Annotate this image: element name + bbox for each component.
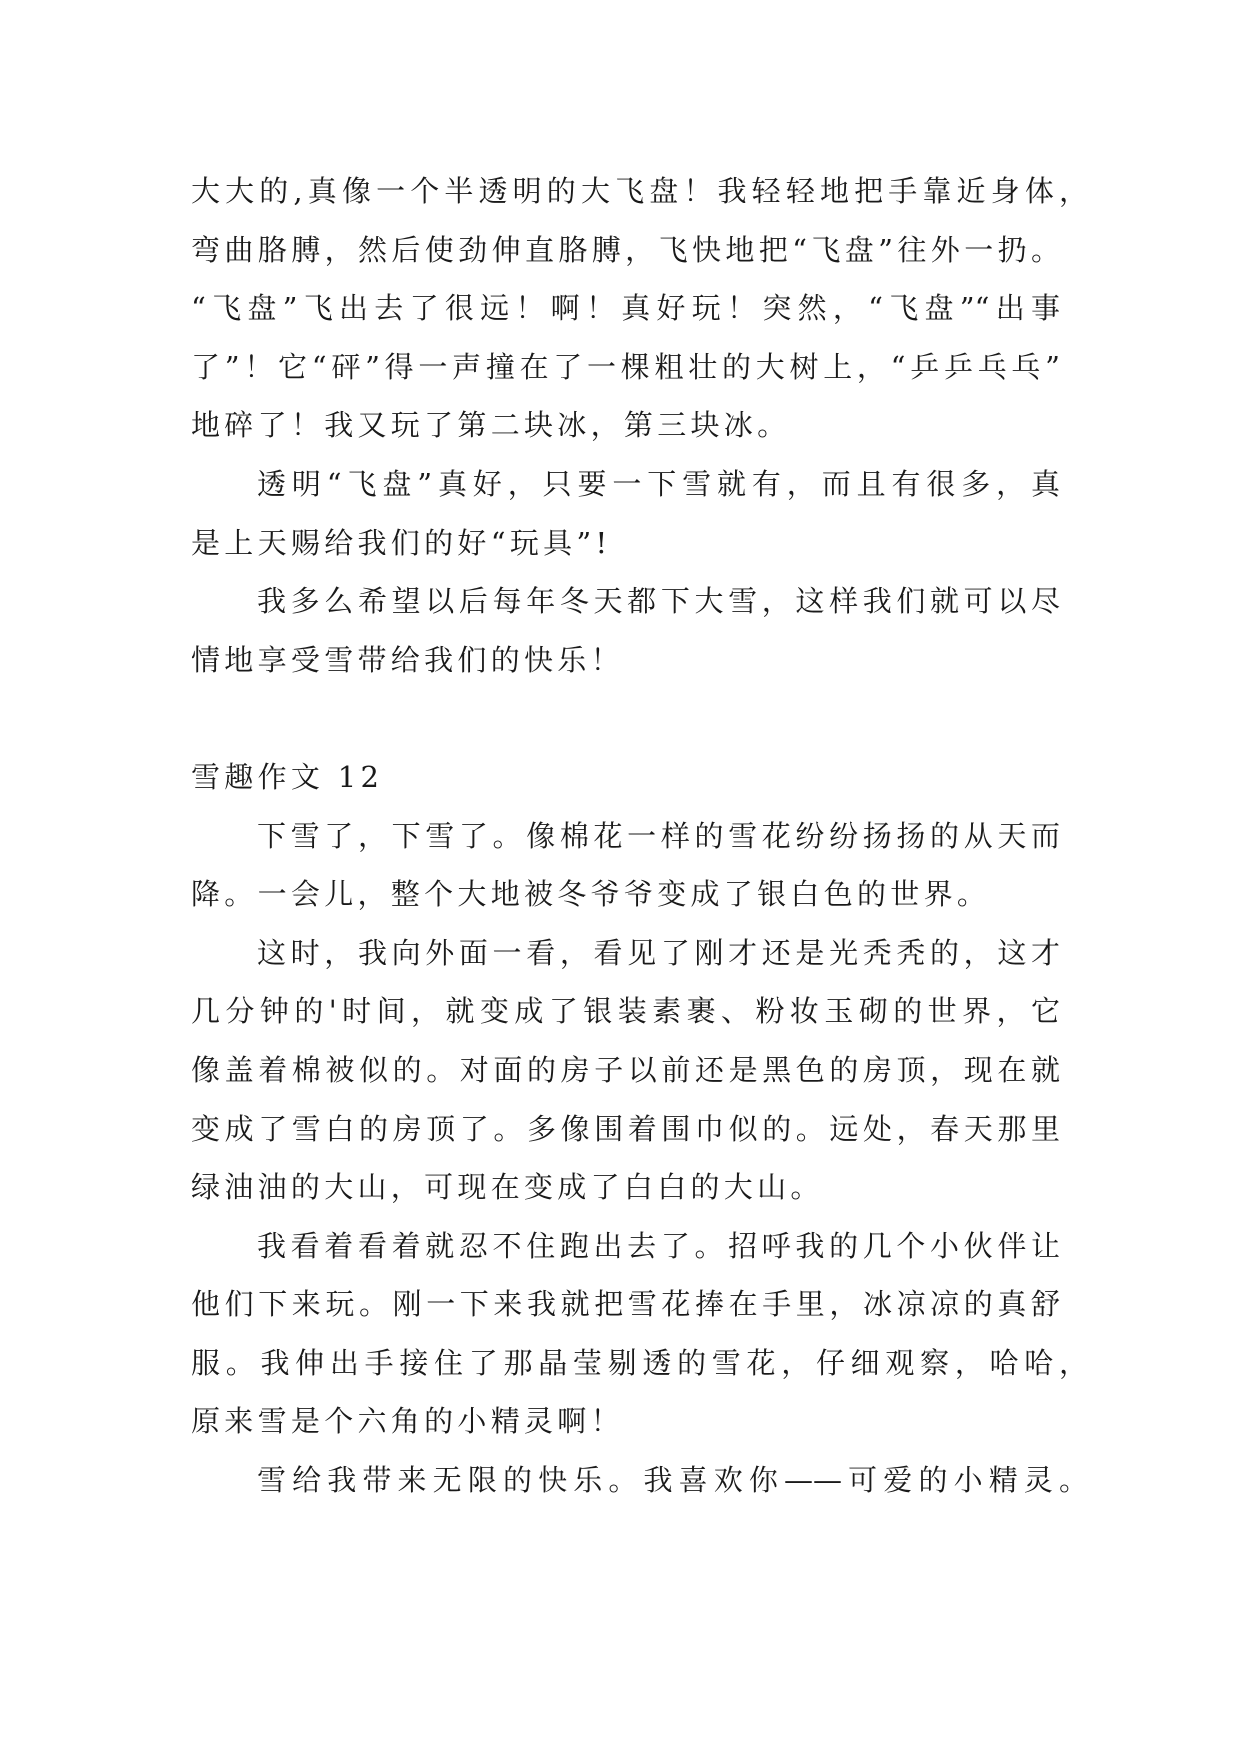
text-line: 他们下来玩。刚一下来我就把雪花捧在手里，冰凉凉的真舒 bbox=[191, 1287, 1060, 1322]
text-line: “飞盘”飞出去了很远！啊！真好玩！突然，“飞盘”“出事 bbox=[191, 291, 1060, 326]
text-line: 大大的,真像一个半透明的大飞盘！我轻轻地把手靠近身体， bbox=[191, 174, 1088, 208]
text-line: 几分钟的'时间，就变成了银装素裹、粉妆玉砌的世界，它 bbox=[191, 994, 1060, 1029]
paragraph bbox=[191, 572, 1091, 689]
text-line: 变成了雪白的房顶了。多像围着围巾似的。远处，春天那里 bbox=[191, 1111, 1060, 1146]
paragraph bbox=[191, 1451, 1091, 1510]
text-line: 我多么希望以后每年冬天都下大雪，这样我们就可以尽 bbox=[257, 584, 1060, 619]
text-line: 服。我伸出手接住了那晶莹剔透的雪花，仔细观察，哈哈， bbox=[191, 1345, 1088, 1380]
text-line: 透明“飞盘”真好，只要一下雪就有，而且有很多，真 bbox=[257, 466, 1060, 501]
text-line: 绿油油的大山，可现在变成了白白的大山。 bbox=[191, 1170, 824, 1205]
text-line: 是上天赐给我们的好“玩具”! bbox=[191, 525, 612, 560]
text-line: 降。一会儿，整个大地被冬爷爷变成了银白色的世界。 bbox=[191, 877, 991, 912]
text-line: 原来雪是个六角的小精灵啊！ bbox=[191, 1404, 624, 1439]
paragraph bbox=[191, 162, 1091, 455]
paragraph bbox=[191, 1217, 1091, 1451]
text-line: 下雪了，下雪了。像棉花一样的雪花纷纷扬扬的从天而 bbox=[257, 818, 1060, 853]
text-line: 了”！它“砰”得一声撞在了一棵粗壮的大树上，“乒乒乓乓” bbox=[191, 349, 1060, 384]
text-line: 像盖着棉被似的。对面的房子以前还是黑色的房顶，现在就 bbox=[191, 1052, 1060, 1087]
text-line: 情地享受雪带给我们的快乐！ bbox=[191, 642, 624, 677]
paragraph bbox=[191, 455, 1091, 572]
text-line: 地碎了！我又玩了第二块冰，第三块冰。 bbox=[191, 408, 791, 443]
text-line: 弯曲胳膊，然后使劲伸直胳膊，飞快地把“飞盘”往外一扔。 bbox=[191, 232, 1060, 267]
text-line: 我看着看着就忍不住跑出去了。招呼我的几个小伙伴让 bbox=[257, 1228, 1060, 1263]
blank-line bbox=[191, 689, 1091, 748]
text-line: 这时，我向外面一看，看见了刚才还是光秃秃的，这才 bbox=[257, 935, 1060, 970]
document-body bbox=[191, 162, 1091, 1510]
paragraph bbox=[191, 924, 1091, 1217]
essay-title: 雪趣作文 12 bbox=[191, 759, 384, 794]
paragraph bbox=[191, 807, 1091, 924]
text-line: 雪给我带来无限的快乐。我喜欢你——可爱的小精灵。 bbox=[257, 1463, 1088, 1498]
